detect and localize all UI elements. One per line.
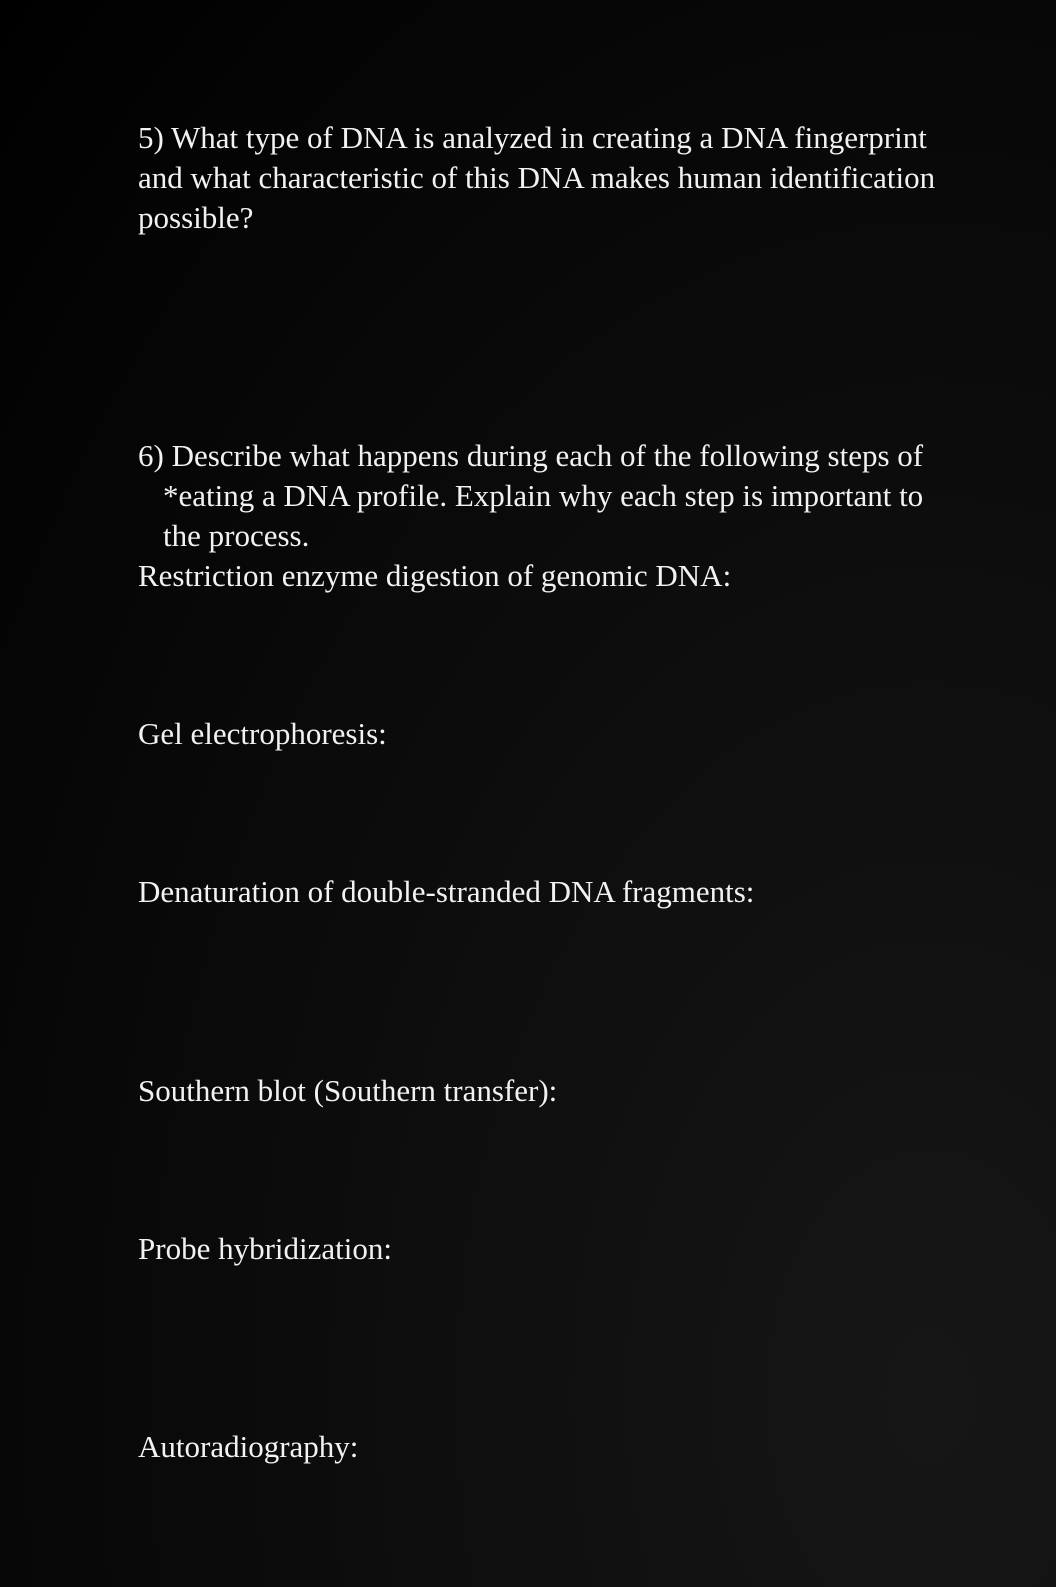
step-gel-electrophoresis: Gel electrophoresis:: [138, 716, 387, 751]
question-6-line-1: 6) Describe what happens during each of the following steps of: [138, 438, 924, 473]
question-6-line-2: *eating a DNA profile. Explain why each step is important to: [163, 478, 924, 513]
step-restriction-digestion: Restriction enzyme digestion of genomic DNA:: [138, 558, 732, 593]
question-6-line-3: the process.: [163, 518, 310, 553]
step-probe-hybridization: Probe hybridization:: [138, 1231, 392, 1266]
step-autoradiography: Autoradiography:: [138, 1429, 359, 1464]
step-denaturation: Denaturation of double-stranded DNA fragments:: [138, 874, 755, 909]
step-southern-blot: Southern blot (Southern transfer):: [138, 1073, 558, 1108]
question-5-line-2: and what characteristic of this DNA makes human identification: [138, 160, 936, 195]
question-5-line-1: 5) What type of DNA is analyzed in creating a DNA fingerprint: [138, 120, 927, 155]
question-5-line-3: possible?: [138, 200, 254, 235]
